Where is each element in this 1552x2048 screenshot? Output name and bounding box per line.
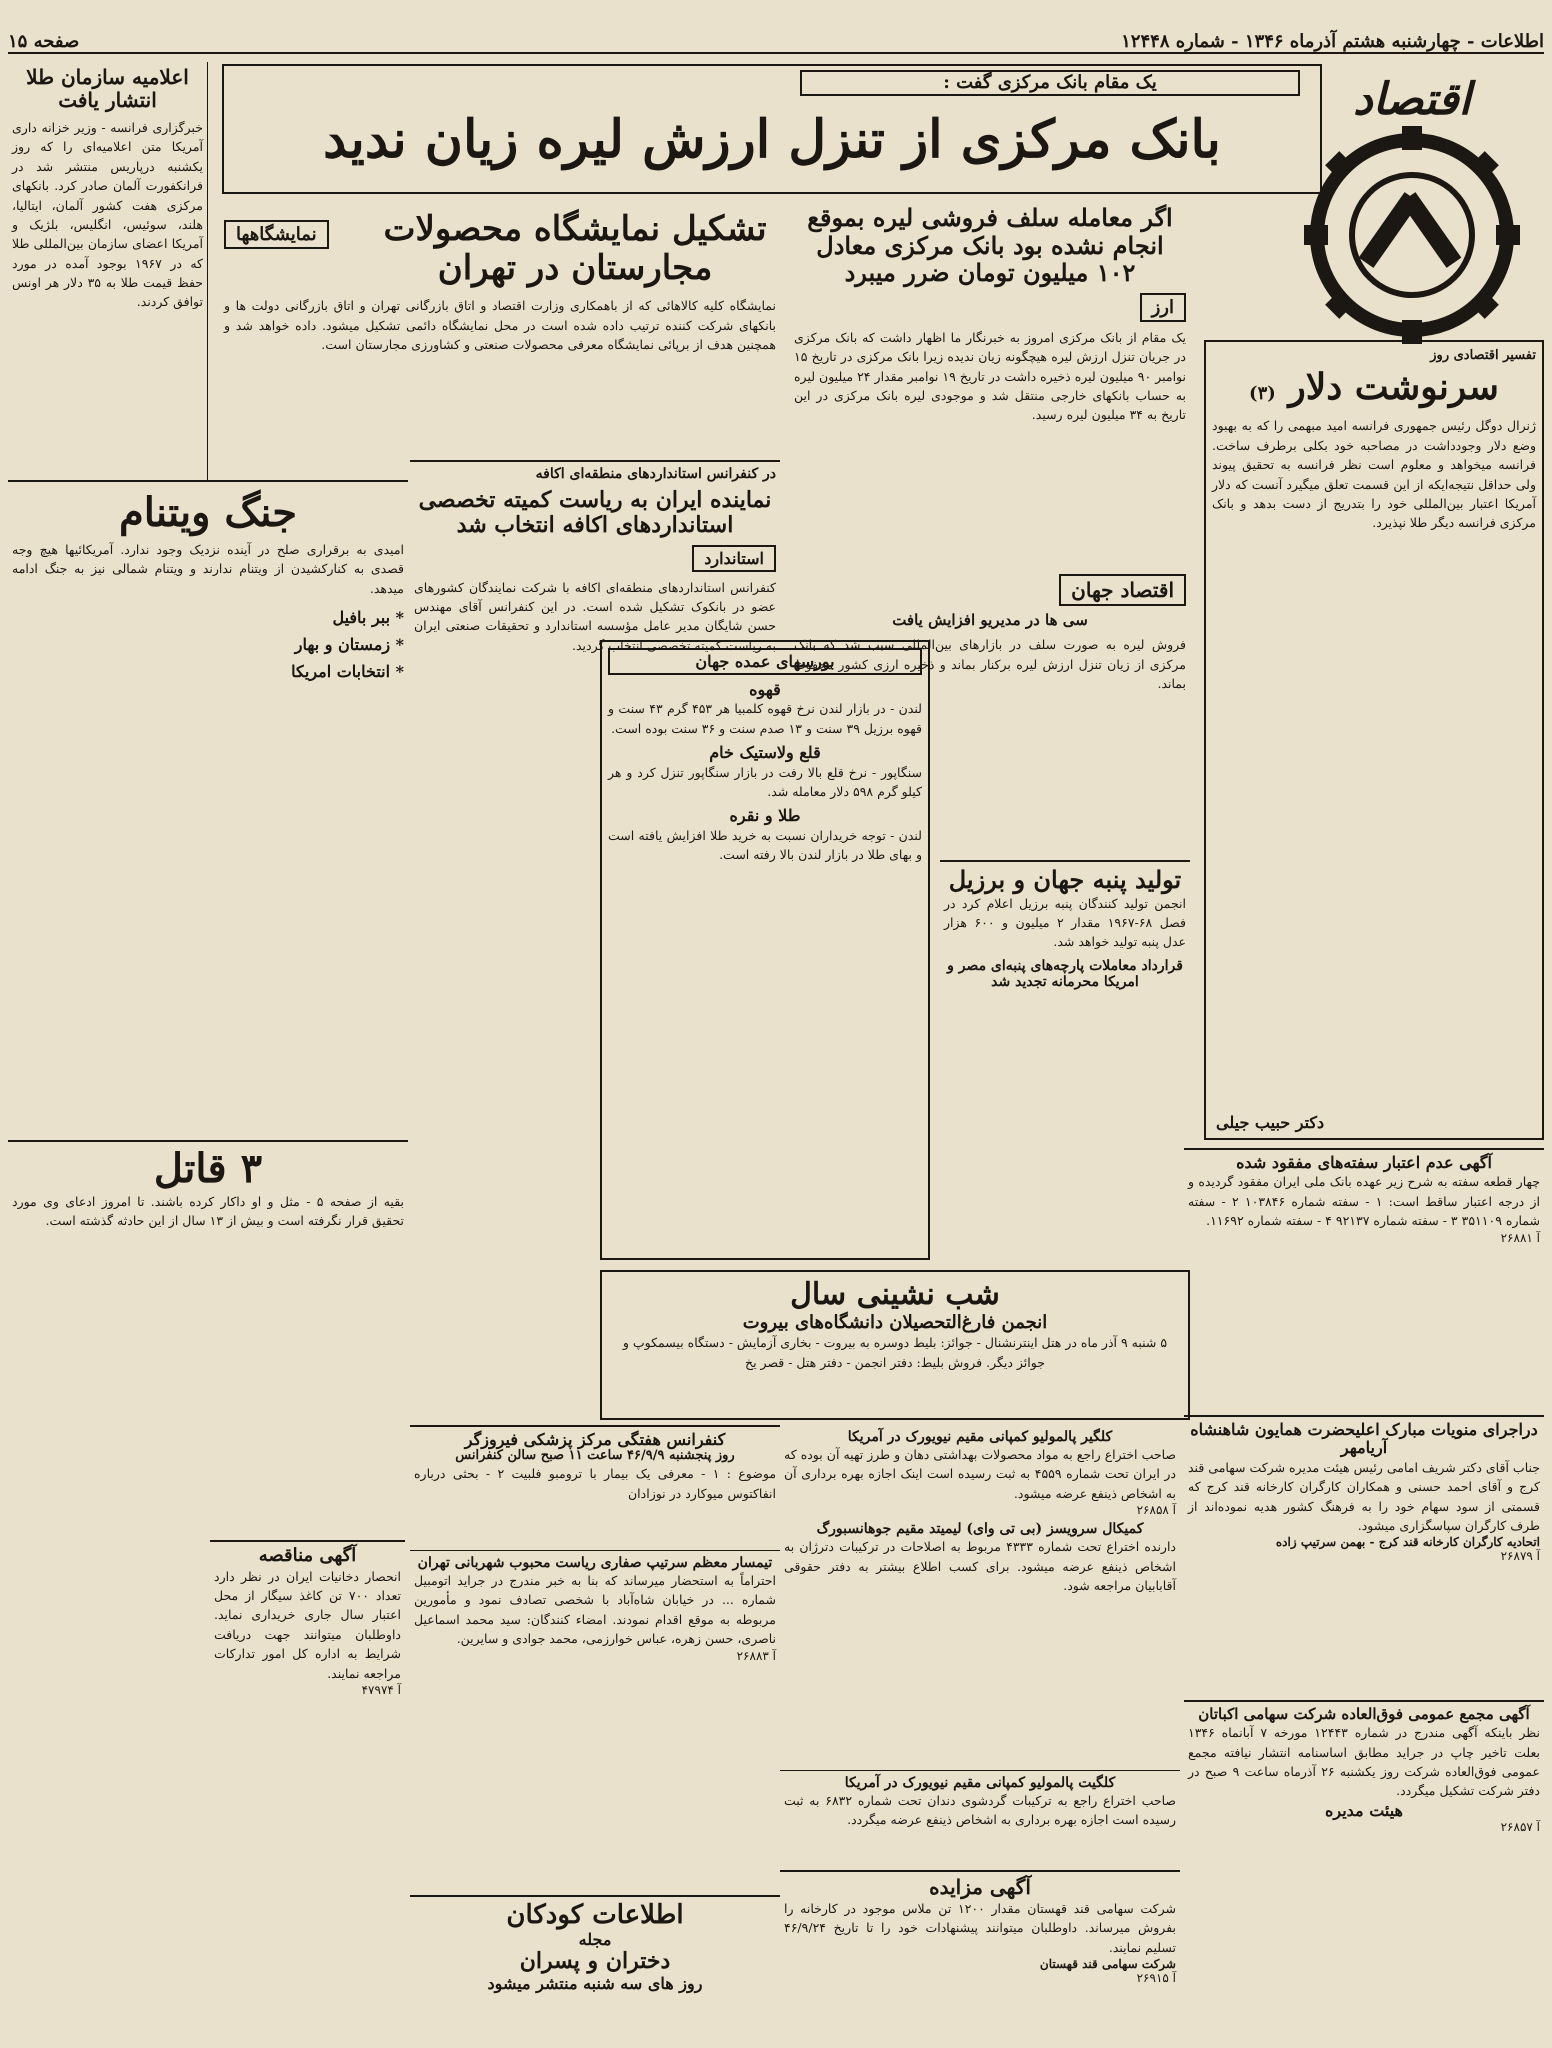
meeting-body: نظر باینکه آگهی مندرج در شماره ۱۲۴۴۳ مورخه ۷ آبانماه ۱۳۴۶ بعلت تاخیر چاپ در جراید مطابق اساسنامه انتشار نیافته مجمع عمومی فوق‌العاده شرکت روز یکشنبه ۲۶ آذرماه ساعت ۹ صبح در دفتر شرکت تشکیل میگردد.	[1188, 1725, 1540, 1799]
patent2-title: کمیکال سرویسز (بی تی وای) لیمیتد مقیم جوهانسبورگ	[816, 1521, 1144, 1538]
bourse-sub-1: قهوه	[749, 680, 781, 699]
jahan-subtitle: سی ها در مدیریو افزایش یافت	[892, 611, 1088, 629]
tender-body: انحصار دخانیات ایران در نظر دارد تعداد ۷۰۰ تن کاغذ سیگار از محل اعتبار سال جاری خریداری نماید. داوطلبان میتوانند جهت دریافت شرایط به اداره کل امور تدارکات مراجعه نمایند.	[214, 1568, 401, 1681]
gold-column	[8, 62, 208, 482]
cotton-headline: تولید پنبه جهان و برزیل	[948, 865, 1182, 894]
kids-sub2: دختران و پسران	[519, 1948, 671, 1975]
bourse-box	[600, 640, 930, 1260]
bourse-sub-2: قلع ولاستیک خام	[709, 743, 821, 763]
jahan-body: فروش لیره به صورت سلف در بازارهای بین‌المللی سبب شد که بانک مرکزی از زیان تنزل ارزش لیره برکنار بماند و ذخیره ارزی کشور محفوظ بماند.	[794, 637, 1186, 691]
cotton-body: انجمن تولید کنندگان پنبه برزیل اعلام کرد در فصل ۶۸-۱۹۶۷ مقدار ۲ میلیون و ۶۰۰ هزار عدل پنبه تولید خواهد شد.	[944, 895, 1186, 950]
auction-code: آ ۲۶۹۱۵	[1136, 1971, 1176, 1986]
lost-code: آ ۲۶۸۸۱	[1500, 1230, 1540, 1245]
main-headline: بانک مرکزی از تنزل ارزش لیره زیان ندید	[323, 110, 1221, 170]
akafe-body: کنفرانس استانداردهای منطقه‌ای اکافه با شرکت نمایندگان کشورهای عضو در بانکوک تشکیل شده است. در این کنفرانس آقای مهندس حسن شایگان مدیر عامل مؤسسه استاندارد و تحقیقات صنعتی ایران به ریاست کمیته تخصصی انتخاب گردید.	[414, 579, 776, 653]
royal-title: دراجرای منویات مبارک اعلیحضرت همایون شاهنشاه آریامهر	[1190, 1420, 1538, 1458]
kids-sub1: مجله	[578, 1929, 612, 1949]
rate-column-title	[1212, 367, 1536, 408]
patent3-body: صاحب اختراع راجع به ترکیبات گردشوی دندان تحت شماره ۶۸۳۲ به ثبت رسیده است اجازه بهره برداری به اشخاص ذینفع عرضه میگردد.	[784, 1793, 1176, 1828]
exhibition-tag: نمایشگاهها	[224, 220, 329, 249]
exhibition-body: نمایشگاه کلیه کالاهائی که از باهمکاری وزارت اقتصاد و اتاق بازرگانی تهران و اتاق بازرگانی دولت ها و بانکهای شرکت کننده ترتیب داده شده است در محل نمایشگاه دائمی تشکیل میشود. داده خواهد شد و همچنین هدف از برپائی نمایشگاه معرفی محصولات صنعتی و کشاورزی مجارستان است.	[224, 298, 776, 352]
gold-title: اعلامیه سازمان طلا انتشار یافت	[26, 65, 189, 112]
patent1-title: کلگیر پالمولیو کمپانی مقیم نیویورک در آمریکا	[847, 1429, 1113, 1445]
rate-title-text: سرنوشت دلار	[1288, 366, 1499, 408]
meeting-code: آ ۲۶۸۵۷	[1500, 1819, 1540, 1834]
logo-text: اقتصاد	[1353, 74, 1471, 125]
police-body: احتراماً به استحضار میرساند که بنا به خبر مندرج در جراید اتومبیل شماره ... در خیابان شاه‌آباد با شخصی تصادف نمود و مأمورین مربوطه به موقع اقدام نمودند. امضاء کنندگان: سید محمد اسماعیل ناصری، حسن زهره، عباس خوارزمی، محمد جوادی و سایرین.	[414, 1573, 776, 1647]
war-column	[8, 480, 408, 1140]
police-code: آ ۲۶۸۸۳	[736, 1648, 776, 1663]
akafe-tag: استاندارد	[692, 545, 776, 572]
party-ad	[600, 1270, 1190, 1420]
gold-body: خبرگزاری فرانسه - وزیر خزانه داری آمریکا متن اعلامیه‌ای را که روز یکشنبه درپاریس منتشر شد در فرانکفورت آلمان صادر کرد. بانکهای مرکزی هفت کشور آلمان، ایتالیا، هلند، سوئیس، انگلیس، بلژیک و آمریکا اعضای سازمان بین‌المللی طلا که در ۱۹۶۷ بوجود آمده در مورد حفظ قیمت طلا به ۳۵ دلار هر اونس توافق کردند.	[12, 120, 203, 310]
main-subheadline: اگر معامله سلف فروشی لیره بموقع انجام نشده بود بانک مرکزی معادل ۱۰۲ میلیون تومان ضرر میبرد	[807, 203, 1173, 288]
auction-ad	[780, 1870, 1180, 2040]
bourse-text-2: سنگاپور - نرخ قلع بالا رفت در بازار سنگاپور تنزل کرد و هر کیلو گرم ۵۹۸ دلار معامله شد.	[608, 764, 922, 799]
war-subhead-2: * زمستان و بهار	[294, 635, 404, 655]
conf-when: روز پنجشنبه ۴۶/۹/۹ ساعت ۱۱ صبح سالن کنفرانس	[455, 1448, 735, 1464]
patent1-code: آ ۲۶۸۵۸	[1136, 1503, 1176, 1518]
main-tag: ارز	[1140, 293, 1186, 322]
patent3-ad	[780, 1770, 1180, 1865]
police-letter	[410, 1550, 780, 1890]
patents-column	[780, 1425, 1180, 1765]
jahan-tag: اقتصاد جهان	[1059, 574, 1186, 606]
meeting-ad	[1184, 1700, 1544, 2040]
war-subhead-1: * ببر بافیل	[332, 608, 404, 628]
kids-title: اطلاعات کودکان	[506, 1900, 684, 1930]
bourse-text-3: لندن - توجه خریداران نسبت به خرید طلا افزایش یافته است و بهای طلا در بازار لندن بالا رفته است.	[608, 827, 922, 863]
bourse-text-1: لندن - در بازار لندن نرخ قهوه کلمبیا هر ۴۵۳ گرم ۴۳ سنت و قهوه برزیل ۳۹ سنت و ۱۳ صدم سنت و ۳۶ سنت بوده است.	[608, 701, 922, 736]
rate-column-author: دکتر حبیب جیلی	[1216, 1113, 1325, 1132]
war-subhead-3: * انتخابات امریکا	[291, 662, 404, 682]
conference-ad	[410, 1425, 780, 1545]
rate-column-body: ژنرال دوگل رئیس جمهوری فرانسه امید مبهمی را که به بهبود وضع دلار وجودداشت در مصاحبه خود بکلی برطرف ساخت. فرانسه میخواهد و معلوم است نظر فرانسه به تحقیق پیوند ولی حداقل نتیجه‌ایکه از این قسمت تعلق میگیرد آنست که دلار آمریکا اعتبار بین‌المللی خود را بتدریج از دست بدهد و بانک مرکزی فرانسه دیگر طلا نپذیرد.	[1212, 418, 1536, 531]
auction-sign: شرکت سهامی قند قهستان	[1039, 1957, 1176, 1972]
issue-title: اطلاعات - چهارشنبه هشتم آذرماه ۱۳۴۶ - شماره ۱۲۴۴۸	[1121, 31, 1544, 52]
akafe-headline: نماینده ایران به ریاست کمیته تخصصی استانداردهای اکافه انتخاب شد	[418, 487, 772, 539]
main-kicker: یک مقام بانک مرکزی گفت :	[800, 70, 1300, 96]
patent3-title: کلگیت پالمولیو کمپانی مقیم نیویورک در آمریکا	[844, 1775, 1116, 1791]
royal-code: آ ۲۶۸۷۹	[1500, 1549, 1540, 1564]
party-sub: انجمن فارغ‌التحصیلان دانشگاه‌های بیروت	[742, 1311, 1048, 1333]
tender-title: آگهی مناقصه	[258, 1545, 357, 1566]
lost-title: آگهی عدم اعتبار سفته‌های مفقود شده	[1236, 1153, 1492, 1172]
meeting-sign: هیئت مدیره	[1324, 1800, 1403, 1820]
bourse-tag: بورسهای عمده جهان	[608, 648, 922, 675]
killers-title: ۳ قاتل	[153, 1145, 263, 1192]
killers-body: بقیه از صفحه ۵ - مثل و او داکار کرده باشند. تا امروز ادعای وی مورد تحقیق قرار نگرفته است و بیش از ۱۳ سال از این حادثه گذشته است.	[12, 1194, 405, 1229]
main-headline-box	[222, 64, 1322, 194]
exhibition-article	[220, 200, 780, 460]
cotton-subhead: قرارداد معاملات پارچه‌های پنبه‌ای مصر و امریکا محرمانه تجدید شد	[947, 957, 1183, 990]
lost-body: چهار قطعه سفته به شرح زیر عهده بانک ملی ایران مفقود گردیده و از درجه اعتبار ساقط است: ۱ - سفته شماره ۱۰۳۸۴۶ ۲ - سفته شماره ۳۵۱۱۰۹ ۳ - سفته شماره ۹۲۱۳۷ ۴ - سفته شماره ۱۱۶۹۲.	[1188, 1174, 1540, 1229]
rate-column	[1204, 340, 1544, 1140]
page-number: صفحه ۱۵	[8, 31, 80, 52]
kids-sub3: روز های سه شنبه منتشر میشود	[487, 1973, 703, 1993]
royal-body: جناب آقای دکتر شریف امامی رئیس هیئت مدیره شرکت سهامی قند کرج و آقای احمد حسنی و همکاران کارگران کارخانه قند کرج که قسمتی از سود سهام خود را به فرهنگ کشور هدیه نموده‌اند از طرف کارگران سپاسگزاری میشود.	[1188, 1459, 1540, 1533]
war-body: امیدی به برقراری صلح در آینده نزدیک وجود ندارد. آمریکائیها هیچ وجه قصدی به کنارکشیدن از ویتنام ندارند و ویتنام شمالی نیز به جنگ ادامه میدهد.	[12, 542, 404, 596]
akafe-kicker: در کنفرانس استانداردهای منطقه‌ای اکافه	[535, 466, 776, 482]
party-body: ۵ شنبه ۹ آذر ماه در هتل اینترنشنال - جوائز: بلیط دوسره به بیروت - بخاری آزمایش - دستگاه بیسمکوپ و جوائز دیگر. فروش بلیط: دفتر انجمن - دفتر هتل - قصر یخ	[622, 1335, 1168, 1370]
conf-body: موضوع : ۱ - معرفی یک بیمار با ترومبو فلبیت ۲ - بحثی درباره انفاکتوس میوکارد در نوزادان	[414, 1466, 777, 1501]
kids-ad	[410, 1895, 780, 2040]
war-title: جنگ ویتنام	[118, 489, 298, 536]
page-header	[8, 22, 1544, 54]
royal-ad	[1184, 1415, 1544, 1695]
rate-title-number: (۳)	[1249, 383, 1276, 404]
auction-body: شرکت سهامی قند قهستان مقدار ۱۲۰۰ تن ملاس موجود در کارخانه را بفروش میرساند. داوطلبان میتوانند پیشنهادات خود را تا تاریخ ۴۶/۹/۲۴ تسلیم نمایند.	[784, 1901, 1177, 1955]
bourse-sub-3: طلا و نقره	[729, 806, 801, 826]
police-title: تیمسار معظم سرتیپ صفاری ریاست محبوب شهربانی تهران	[417, 1555, 773, 1571]
party-title: شب نشینی سال	[790, 1277, 1000, 1312]
cotton-article	[940, 860, 1190, 1280]
tender-ad-box	[210, 1540, 405, 2040]
tender-code: آ ۴۷۹۷۴	[361, 1682, 401, 1697]
main-body: یک مقام از بانک مرکزی امروز به خبرنگار ما اظهار داشت که بانک مرکزی در جریان تنزل ارزش لیره هیچگونه زیان ندیده زیرا بانک مرکزی در تاریخ ۱۵ نوامبر ۹۰ میلیون لیره ذخیره داشت در تاریخ ۱۹ نوامبر مقدار ۲۴ میلیون لیره به حساب بانکهای خارجی منتقل شد و موجودی لیره بانک مرکزی در این تاریخ به ۳۴ میلیون لیره رسید.	[794, 329, 1186, 423]
auction-title: آگهی مزایده	[929, 1875, 1031, 1899]
rate-column-label: تفسیر اقتصادی روز	[1430, 348, 1536, 363]
patent1-body: صاحب اختراع راجع به مواد محصولات بهداشتی دهان و طرز تهیه آن بوده که در ایران تحت شماره ۴۵۵۹ به ثبت رسیده است اینک اجازه بهره برداری آن به اشخاص ذینفع عرضه میشود.	[784, 1447, 1176, 1501]
main-article	[790, 200, 1190, 560]
exhibition-headline: تشکیل نمایشگاه محصولات مجارستان در تهران	[383, 209, 767, 289]
patent2-body: دارنده اختراع تحت شماره ۴۳۳۳ مربوط به اصلاحات در ترکیبات دترژان به اشخاص ذینفع عرضه میشود. برای کسب اطلاع بیشتر به دفتر حقوقی آقابابیان مراجعه شود.	[784, 1539, 1176, 1594]
conf-title: کنفرانس هفتگی مرکز پزشکی فیروزگر	[464, 1430, 726, 1449]
lost-notes-ad	[1184, 1148, 1544, 1408]
royal-sign: اتحادیه کارگران کارخانه قند کرج - بهمن سرتیپ زاده	[1275, 1535, 1540, 1550]
meeting-title: آگهی مجمع عمومی فوق‌العاده شرکت سهامی اکباتان	[1198, 1705, 1530, 1723]
